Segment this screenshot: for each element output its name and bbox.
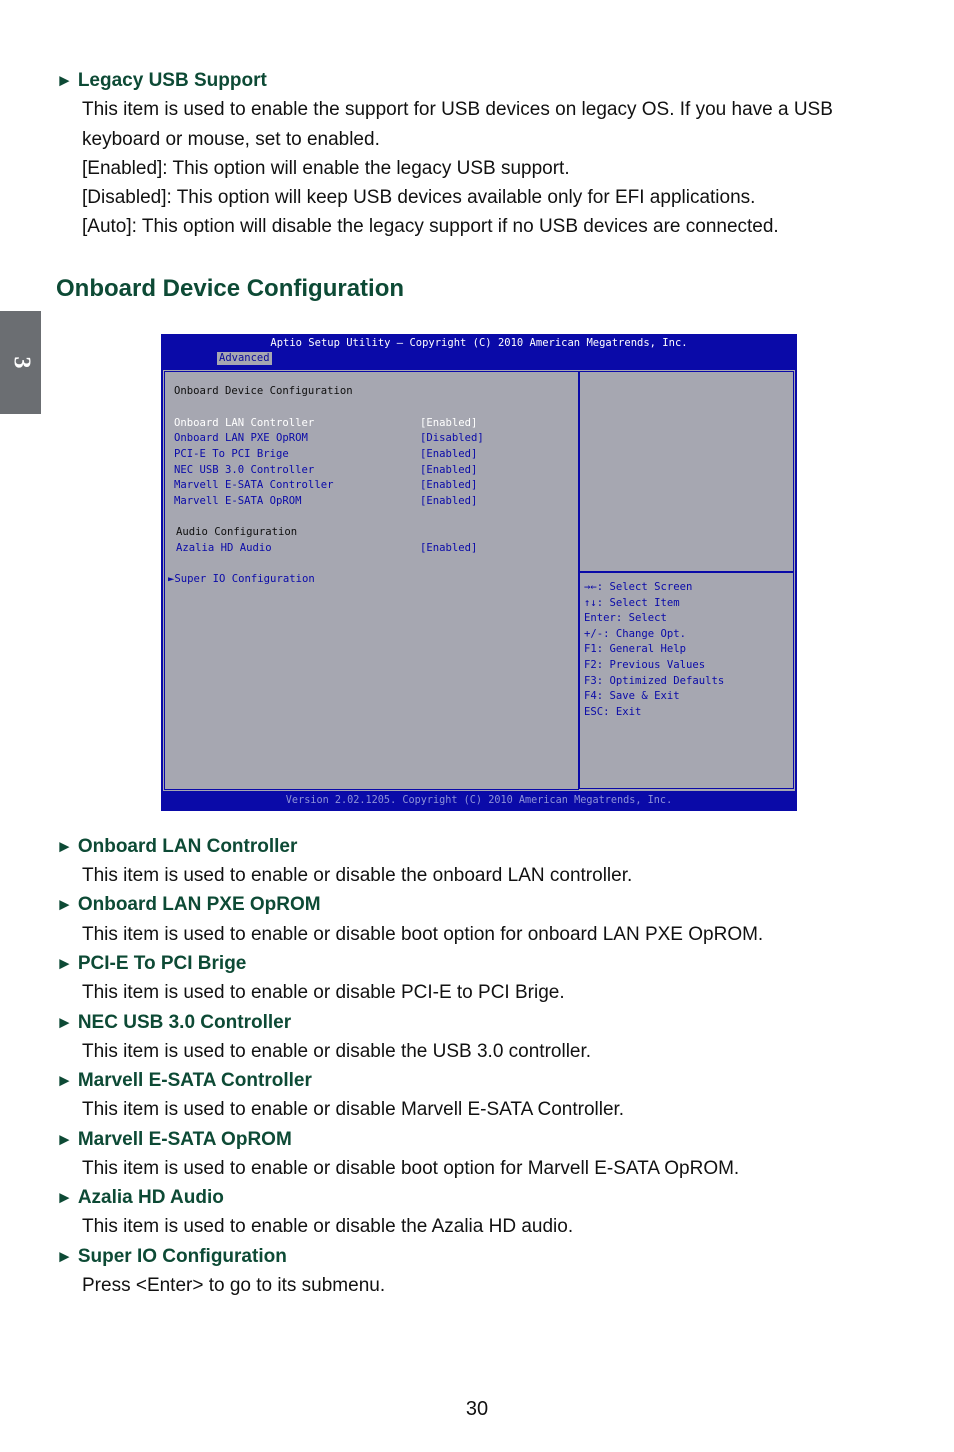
item-description: This item is used to enable or disable the USB 3.0 controller. bbox=[82, 1041, 592, 1062]
bios-item-value[interactable]: [Disabled] bbox=[420, 432, 484, 444]
bios-footer: Version 2.02.1205. Copyright (C) 2010 American Megatrends, Inc. bbox=[285, 795, 673, 806]
intro-line: keyboard or mouse, set to enabled. bbox=[82, 129, 380, 150]
help-line: +/-: Change Opt. bbox=[584, 627, 687, 640]
chapter-tab bbox=[0, 311, 41, 414]
bios-item[interactable]: PCI-E To PCI Brige bbox=[174, 448, 289, 460]
item-description: Press <Enter> to go to its submenu. bbox=[82, 1275, 386, 1296]
help-line: ESC: Exit bbox=[584, 705, 642, 718]
bios-help-pane bbox=[579, 572, 794, 789]
item-heading: ► PCI-E To PCI Brige bbox=[56, 953, 247, 974]
triangle-bullet-icon: ► bbox=[56, 837, 73, 856]
triangle-bullet-icon: ► bbox=[56, 954, 73, 973]
triangle-bullet-icon: ► bbox=[56, 895, 73, 914]
help-line: ↑↓: Select Item bbox=[584, 596, 680, 609]
submenu-arrow-icon: ► bbox=[168, 573, 175, 585]
item-heading: ► NEC USB 3.0 Controller bbox=[56, 1012, 292, 1033]
bios-item-value[interactable]: [Enabled] bbox=[420, 417, 478, 429]
triangle-bullet-icon: ► bbox=[56, 71, 73, 90]
bios-screen bbox=[161, 334, 797, 811]
page-number: 30 bbox=[465, 1398, 489, 1420]
bios-item-value[interactable]: [Enabled] bbox=[420, 542, 478, 554]
triangle-bullet-icon: ► bbox=[56, 1071, 73, 1090]
bios-item-value[interactable]: [Enabled] bbox=[420, 495, 478, 507]
bios-item-value[interactable]: [Enabled] bbox=[420, 479, 478, 491]
bios-title: Aptio Setup Utility – Copyright (C) 2010 American Megatrends, Inc. bbox=[270, 337, 688, 349]
bios-item[interactable]: Onboard LAN Controller bbox=[174, 417, 315, 429]
item-description: This item is used to enable or disable PCI-E to PCI Brige. bbox=[82, 982, 565, 1003]
item-heading: ► Onboard LAN PXE OpROM bbox=[56, 894, 321, 915]
intro-line: [Auto]: This option will disable the legacy support if no USB devices are connected. bbox=[82, 216, 779, 237]
help-line: F3: Optimized Defaults bbox=[584, 674, 725, 687]
bios-item[interactable]: Azalia HD Audio bbox=[176, 542, 272, 554]
intro-line: This item is used to enable the support for USB devices on legacy OS. If you have a USB bbox=[82, 99, 833, 120]
bios-item[interactable]: NEC USB 3.0 Controller bbox=[174, 464, 315, 476]
intro-line: [Enabled]: This option will enable the legacy USB support. bbox=[82, 158, 570, 179]
bios-item-value[interactable]: [Enabled] bbox=[420, 464, 478, 476]
item-description: This item is used to enable or disable boot option for onboard LAN PXE OpROM. bbox=[82, 924, 764, 945]
help-line: F2: Previous Values bbox=[584, 658, 706, 671]
item-heading: ► Azalia HD Audio bbox=[56, 1187, 224, 1208]
chapter-number: 3 bbox=[8, 356, 34, 369]
triangle-bullet-icon: ► bbox=[56, 1188, 73, 1207]
bios-submenu-item[interactable]: ►Super IO Configuration bbox=[168, 573, 315, 585]
item-description: This item is used to enable or disable Marvell E-SATA Controller. bbox=[82, 1099, 625, 1120]
section-title: Onboard Device Configuration bbox=[56, 275, 405, 302]
bios-item[interactable]: Onboard LAN PXE OpROM bbox=[174, 432, 308, 444]
bios-settings-pane bbox=[164, 371, 579, 790]
help-line: F4: Save & Exit bbox=[584, 690, 680, 703]
triangle-bullet-icon: ► bbox=[56, 1130, 73, 1149]
item-heading: ► Onboard LAN Controller bbox=[56, 836, 298, 857]
intro-line: [Disabled]: This option will keep USB devices available only for EFI applications. bbox=[82, 187, 756, 208]
help-line: →←: Select Screen bbox=[584, 581, 693, 593]
triangle-bullet-icon: ► bbox=[56, 1247, 73, 1266]
bios-tab-advanced[interactable]: Advanced bbox=[219, 352, 270, 364]
bios-help-list bbox=[584, 580, 724, 720]
bios-item[interactable]: Marvell E-SATA OpROM bbox=[174, 495, 302, 507]
bios-main-panel bbox=[163, 370, 795, 791]
item-description: This item is used to enable or disable the onboard LAN controller. bbox=[82, 865, 633, 886]
triangle-bullet-icon: ► bbox=[56, 1013, 73, 1032]
legacy-usb-heading: ► Legacy USB Support bbox=[56, 70, 267, 91]
item-description: This item is used to enable or disable boot option for Marvell E-SATA OpROM. bbox=[82, 1158, 740, 1179]
bios-description-pane bbox=[579, 371, 794, 572]
help-line: F1: General Help bbox=[584, 643, 687, 656]
item-heading: ► Marvell E-SATA OpROM bbox=[56, 1129, 292, 1150]
item-heading: ► Super IO Configuration bbox=[56, 1246, 287, 1267]
item-description: This item is used to enable or disable the Azalia HD audio. bbox=[82, 1216, 574, 1237]
help-line: Enter: Select bbox=[584, 612, 667, 625]
bios-audio-heading: Audio Configuration bbox=[176, 526, 298, 538]
bios-item[interactable]: Marvell E-SATA Controller bbox=[174, 479, 334, 491]
bios-item-value[interactable]: [Enabled] bbox=[420, 448, 478, 460]
bios-heading: Onboard Device Configuration bbox=[174, 385, 353, 397]
item-heading: ► Marvell E-SATA Controller bbox=[56, 1070, 312, 1091]
